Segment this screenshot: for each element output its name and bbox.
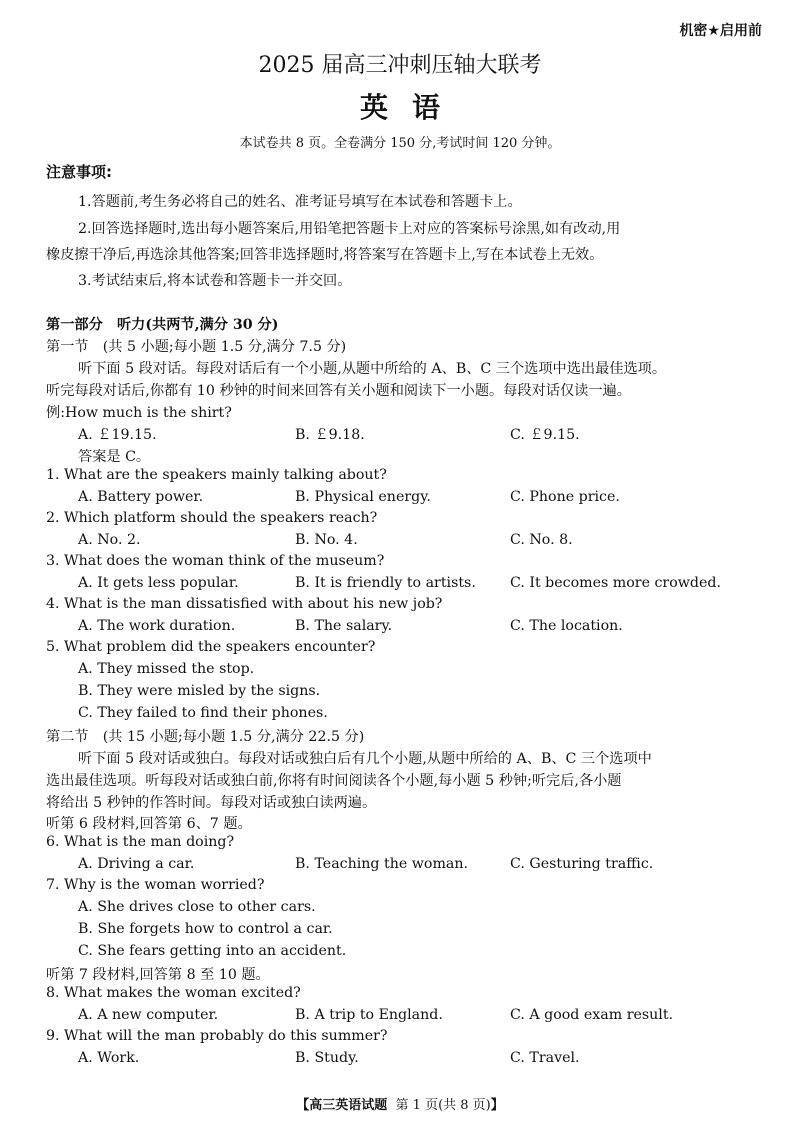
section2-instructions-line-2: 选出最佳选项。听每段对话或独白前,你将有时间阅读各个小题,每小题 5 秒钟;听完后,各小题	[46, 773, 622, 789]
q5-option-a: A. They missed the stop.	[78, 661, 255, 677]
page-footer	[0, 1094, 800, 1113]
question-7: 7. Why is the woman worried?	[46, 877, 265, 893]
q9-option-a: A. Work.	[78, 1050, 140, 1066]
q4-option-b: B. The salary.	[295, 618, 393, 634]
material-7-heading: 听第 7 段材料,回答第 8 至 10 题。	[46, 967, 270, 983]
section1-instructions-line-2: 听完每段对话后,你都有 10 秒钟的时间来回答有关小题和阅读下一小题。每段对话仅读一遍。	[46, 383, 631, 399]
section1-instructions-line-1: 听下面 5 段对话。每段对话后有一个小题,从题中所给的 A、B、C 三个选项中选出最佳选项。	[78, 361, 667, 377]
q6-option-a: A. Driving a car.	[78, 856, 195, 872]
q2-option-a: A. No. 2.	[78, 532, 141, 548]
exam-title: 2025 届高三冲刺压轴大联考	[258, 53, 542, 78]
q1-option-c: C. Phone price.	[510, 489, 620, 505]
question-4: 4. What is the man dissatisfied with about his new job?	[46, 596, 443, 612]
q8-option-b: B. A trip to England.	[295, 1007, 443, 1023]
footer-open-bracket: 【	[296, 1098, 310, 1113]
q4-option-c: C. The location.	[510, 618, 623, 634]
question-9: 9. What will the man probably do this summer?	[46, 1028, 388, 1044]
footer-close-bracket: 】	[490, 1098, 504, 1113]
q5-option-b: B. They were misled by the signs.	[78, 683, 321, 699]
note-item-1: 1.答题前,考生务必将自己的姓名、准考证号填写在本试卷和答题卡上。	[78, 194, 522, 210]
question-3: 3. What does the woman think of the museum?	[46, 553, 385, 569]
confidential-mark: 机密★启用前	[679, 23, 762, 39]
q1-option-b: B. Physical energy.	[295, 489, 431, 505]
q5-option-c: C. They failed to find their phones.	[78, 705, 328, 721]
section2-instructions-line-3: 将给出 5 秒钟的作答时间。每段对话或独白读两遍。	[46, 795, 377, 811]
note-item-3: 3.考试结束后,将本试卷和答题卡一并交回。	[78, 273, 352, 289]
q9-option-b: B. Study.	[295, 1050, 359, 1066]
q9-option-c: C. Travel.	[510, 1050, 580, 1066]
footer-page-number: 第 1 页(共 8 页)	[395, 1098, 491, 1113]
example-question: 例:How much is the shirt?	[46, 405, 232, 421]
q1-option-a: A. Battery power.	[78, 489, 204, 505]
q3-option-a: A. It gets less popular.	[78, 575, 239, 591]
notes-heading: 注意事项:	[46, 163, 112, 181]
question-8: 8. What makes the woman excited?	[46, 985, 301, 1001]
q7-option-b: B. She forgets how to control a car.	[78, 921, 333, 937]
q4-option-a: A. The work duration.	[78, 618, 236, 634]
example-option-a: A. ￡19.15.	[78, 427, 157, 443]
example-option-c: C. ￡9.15.	[510, 427, 580, 443]
exam-info: 本试卷共 8 页。全卷满分 150 分,考试时间 120 分钟。	[239, 136, 561, 151]
q6-option-c: C. Gesturing traffic.	[510, 856, 654, 872]
q7-option-c: C. She fears getting into an accident.	[78, 943, 347, 959]
question-2: 2. Which platform should the speakers reach?	[46, 510, 378, 526]
question-6: 6. What is the man doing?	[46, 834, 235, 850]
q8-option-c: C. A good exam result.	[510, 1007, 674, 1023]
part1-heading: 第一部分 听力(共两节,满分 30 分)	[46, 317, 279, 333]
section2-instructions-line-1: 听下面 5 段对话或独白。每段对话或独白后有几个小题,从题中所给的 A、B、C 三个选项中	[78, 751, 652, 767]
question-1: 1. What are the speakers mainly talking about?	[46, 467, 387, 483]
note-item-2-line-2: 橡皮擦干净后,再选涂其他答案;回答非选择题时,将答案写在答题卡上,写在本试卷上无效。	[46, 247, 604, 263]
material-6-heading: 听第 6 段材料,回答第 6、7 题。	[46, 816, 252, 832]
q3-option-b: B. It is friendly to artists.	[295, 575, 476, 591]
q3-option-c: C. It becomes more crowded.	[510, 575, 721, 591]
footer-label: 高三英语试题	[309, 1098, 388, 1113]
note-item-2-line-1: 2.回答选择题时,选出每小题答案后,用铅笔把答题卡上对应的答案标号涂黑,如有改动,用	[78, 221, 621, 237]
subject-title: 英语	[359, 91, 464, 124]
section1-heading: 第一节 (共 5 小题;每小题 1.5 分,满分 7.5 分)	[46, 339, 347, 355]
section2-heading: 第二节 (共 15 小题;每小题 1.5 分,满分 22.5 分)	[46, 729, 365, 745]
example-option-b: B. ￡9.18.	[295, 427, 365, 443]
question-5: 5. What problem did the speakers encounter?	[46, 639, 376, 655]
example-answer: 答案是 C。	[78, 449, 151, 465]
q7-option-a: A. She drives close to other cars.	[78, 899, 316, 915]
q2-option-c: C. No. 8.	[510, 532, 573, 548]
q8-option-a: A. A new computer.	[78, 1007, 219, 1023]
q6-option-b: B. Teaching the woman.	[295, 856, 468, 872]
q2-option-b: B. No. 4.	[295, 532, 358, 548]
